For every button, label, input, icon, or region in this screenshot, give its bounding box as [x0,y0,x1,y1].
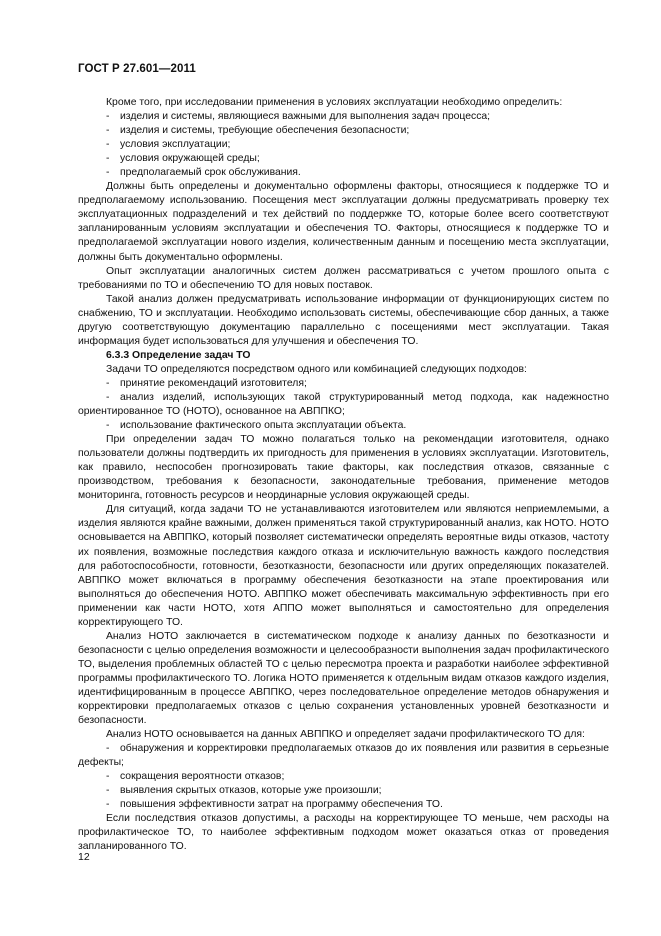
dash-bullet: - [106,785,110,797]
paragraph: Анализ НОТО основывается на данных АВППКО и определяет задачи профилактического ТО для: [106,729,585,741]
document-header: ГОСТ Р 27.601—2011 [78,63,196,75]
dash-bullet: - [106,125,110,137]
dash-bullet: - [106,153,110,165]
paragraph: Для ситуаций, когда задачи ТО не устанавливаются изготовителем или являются неприемлемыми, а изделия являются крайне важными, должен применяться такой структурированный анализ, как НОТО. НОТО основывается на АВППКО, который позволяет систематически определять вероятные виды отказов, частоту их появления, возможные последствия каждого отказа и исключительную важность каждого последствия для работоспособности, готовности, безотказности, безопасности или других определяющих показателей. АВППКО может включаться в программу обеспечения безотказности на этапе проектирования или выполняться до обеспечения НОТО. АВППКО может обеспечивать максимальную эффективность при его применении как части НОТО, хотя АППО может выполняться и самостоятельно для определения корректирующего ТО. [78,504,610,628]
list-item: - изделия и системы, являющиеся важными для выполнения задач процесса; [78,110,609,124]
section-heading: 6.3.3 Определение задач ТО [106,349,251,361]
list-item: - изделия и системы, требующие обеспечения безопасности; [78,124,609,138]
paragraph: Должны быть определены и документально оформлены факторы, относящиеся к поддержке ТО и предполагаемому использованию. Посещения мест эксплуатации должны предусматривать проверку тех эксплуатационных подразделений и тех действий по поддержке ТО, которые более всего соответствуют запланированным условиям эксплуатации и обеспечения ТО. Факторы, относящиеся к поддержке ТО и предполагаемой эксплуатации нового изделия, количественным данным и посещению места эксплуатации, должны быть документально оформлены. [78,181,609,263]
dash-bullet: - [106,391,110,403]
dash-bullet: - [106,799,110,811]
paragraph: Если последствия отказов допустимы, а расходы на корректирующее ТО меньше, чем расходы на профилактическое ТО, то наиболее эффективным подходом может оказаться отказ от проведения запланированного ТО. [78,813,609,853]
list-item: - повышения эффективности затрат на программу обеспечения ТО. [78,798,609,812]
list-item: - использование фактического опыта эксплуатации объекта. [78,419,609,433]
paragraph: Такой анализ должен предусматривать использование информации от функционирующих систем по снабжению, ТО и эксплуатации. Необходимо использовать системы, обеспечивающие сбор данных, а также другую соответствующую документацию параллельно с посещениями мест эксплуатации. Такая информация будет использоваться для улучшения и обеспечения ТО. [78,293,609,347]
list-item: - условия эксплуатации; [78,138,609,152]
dash-bullet: - [106,111,110,123]
dash-bullet: - [106,420,110,432]
list-item: - предполагаемый срок обслуживания. [78,166,609,180]
list-item: - условия окружающей среды; [78,152,609,166]
paragraph: Кроме того, при исследовании применения в условиях эксплуатации необходимо определить: [106,97,563,108]
list-item: - выявления скрытых отказов, которые уже произошли; [78,784,609,798]
dash-bullet: - [106,377,110,389]
list-item: - обнаружения и корректировки предполагаемых отказов до их появления или развития в серьезные дефекты; [78,743,609,769]
paragraph: Опыт эксплуатации аналогичных систем должен рассматриваться с учетом прошлого опыта с требованиями по ТО и обеспечению ТО для новых поставок. [78,265,609,291]
paragraph: При определении задач ТО можно полагаться только на рекомендации изготовителя, однако пользователи должны подтвердить их пригодность для применения в условиях эксплуатации. Изготовитель, как правило, неспособен прогнозировать такие факторы, как последствия отказов, связанные с производством, требования к безопасности, законодательные требования, применение методов мониторинга, готовность ресурсов и неординарные условия окружающей среды. [78,434,609,502]
list-item: - принятие рекомендаций изготовителя; [78,377,609,391]
page-number: 12 [78,851,90,863]
dash-bullet: - [106,743,110,755]
document-body [78,96,609,855]
dash-bullet: - [106,167,110,179]
dash-bullet: - [106,771,110,783]
paragraph: Анализ НОТО заключается в систематическом подходе к анализу данных по безотказности и безопасности с целью определения возможности и целесообразности выполнения задач профилактического ТО, выделения проблемных областей ТО с целью пересмотра проекта и разработки наиболее эффективной программы профилактического ТО. Логика НОТО применяется к отдельным видам отказов каждого изделия, идентифицированным в процессе АВППКО, через последовательное определение методов обнаружения и корректировки предполагаемых отказов с целью сохранения установленных уровней безотказности и безопасности. [78,630,609,727]
list-item: - сокращения вероятности отказов; [78,770,609,784]
dash-bullet: - [106,139,110,151]
paragraph: Задачи ТО определяются посредством одного или комбинацией следующих подходов: [106,363,527,375]
list-item: - анализ изделий, использующих такой структурированный метод подхода, как надежностно ориентированное ТО (НОТО), основанное на АВППКО; [78,391,609,418]
